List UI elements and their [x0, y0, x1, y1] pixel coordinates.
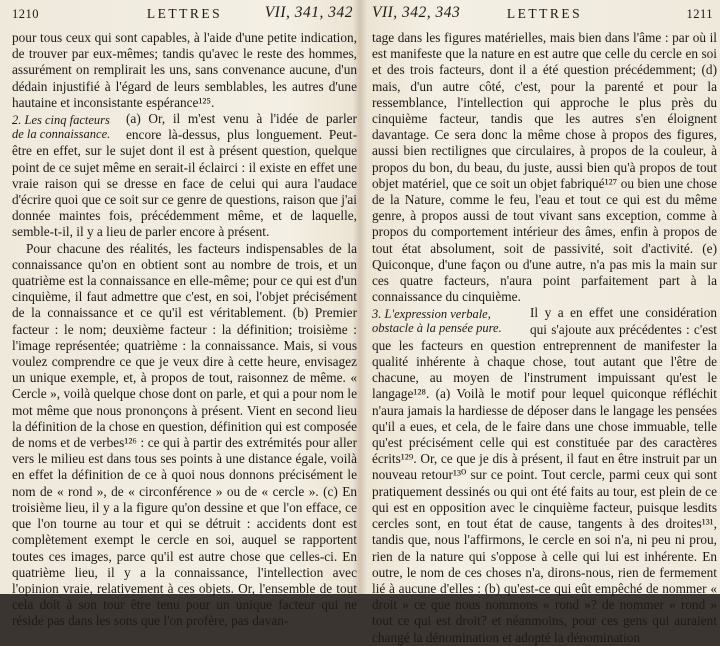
- left-page-number: 1210: [12, 7, 39, 21]
- left-page-body: [12, 30, 357, 630]
- right-section-reference: VII, 342, 343: [372, 4, 461, 21]
- left-paragraph-2: (a) Or, il m'est venu à l'idée de parler encore là-dessus, plus longuement. Peut-être en effet, sur le sujet dont il est à présent question, quelque point de ce sujet même en serait-il éclairci : il existe en effet une vraie raison qui se dresse en face de celui qui aura l'audace d'écrire quoi que ce soit sur ce genre de questions, raison que j'ai donnée maintes fois, précédemment même, et de laquelle, semble-t-il, il y a lieu de parler encore à présent.: [12, 111, 357, 240]
- left-paragraph-3: Pour chacune des réalités, les facteurs indispensables de la connaissance qu'on en obtient sont au nombre de trois, et un quatrième est la connaissance en elle-même; pour ce qui est d'un cinquième, il faut admettre que c'est, en soi, l'objet précisément de la connaissance et ce qu'il est véritablement. (b) Premier facteur : le nom; deuxième facteur : la définition; troisième : l'image représentée; quatrième : la connaissance. Mais, si vous voulez comprendre ce que je veux dire à cette heure, envisagez un unique exemple, et, à propos de tout, raisonnez de même. « Cercle », voilà quelque chose dont on parle, et qui a pour nom le mot même que nous prononçons à présent. Vient en second lieu la définition de la chose en question, définition qui est composée de noms et de verbes¹²⁶ : ce qui à partir des extrémités pour aller vers le milieu est dans tous ses points à une distance égale, voilà en effet la définition de ce à quoi nous donnons précisément le nom de « rond », de « circonférence » ou de « cercle ». (c) En troisième lieu, il y a la figure qu'on dessine et que l'on efface, ce que l'on tourne au tour et qui se détruit : accidents dont est complètement exempt le cercle en soi, auquel se rapportent toutes ces images, parce qu'il est autre chose que celles-ci. En quatrième lieu, il y a la connaissance, l'intellection avec l'opinion vraie, relativement à ces objets. Or, l'ensemble de tout cela doit à son tour être tenu pour un unique facteur qui ne réside pas dans les sons que l'on profère, pas davan-: [12, 240, 357, 629]
- right-page: [372, 0, 717, 645]
- right-paragraph-2: Il y a en effet une considération qui s'ajoute aux précédentes : c'est que les facteurs en question entreprennent de manifester la qualité inhérente à chaque chose, tout autant que l'être de chacune, au moyen de l'instrument impuissant qu'est le langage¹²⁸. (a) Voilà le motif pour lequel quiconque réfléchit n'aura jamais la hardiesse de déposer dans le langage les pensées qu'il a eues, et cela, de le faire dans une chose immuable, telle qu'est précisément celle qui est constituée par des caractères écrits¹²⁹. Or, ce que je dis à présent, il faut en être instruit par un nouveau retour¹³⁰ sur ce point. Tout cercle, parmi ceux qui sont pratiquement dessinés ou qui ont été faits au tour, est plein de ce qui est en opposition avec le cinquième facteur, puisque lesdits cercles sont, en tout état de cause, tangents à des droites¹³¹, tandis que, nous l'affirmons, le cercle en soi n'a, ni peu ni prou, rien de la nature qui s'oppose à celle qui lui est inhérente. En outre, le nom de ces choses n'a, dirons-nous, rien de fermement lié à aucune d'elles : (b) qu'est-ce qui eût empêché de nommer « droit » ce que nous nommons « rond »? de nommer « rond » tout ce qui est droit? et néanmoins, pour ces gens qui auraient changé la dénomination et adopté la dénomination: [372, 305, 717, 645]
- right-paragraph-1: tage dans les figures matérielles, mais bien dans l'âme : par où il est manifeste que la nature en est autre que celle du cercle en soi et des trois facteurs, dont il a été question précédemment; (d) mais, d'un autre côté, c'est, pour la parenté et pour la ressemblance, l'intellection qui approche le plus près du cinquième facteur, tandis que les autres s'en éloignent davantage. Ce sera donc la même chose à propos des figures, aussi bien rectilignes que circulaires, à propos de la couleur, à propos du bon, du beau, du juste, aussi bien qu'à propos de tout objet matériel, que ce soit un objet fabriqué¹²⁷ ou bien une chose de la Nature, comme le feu, l'eau et tout ce qui est du même genre, à propos aussi de tout vivant sans exception, comme à propos du comportement intérieur des âmes, enfin à propos de tout état absolument, soit de passivité, soit d'activité. (e) Quiconque, d'une façon ou d'une autre, n'a pas mis la main sur ces quatre facteurs, n'aura point parfaitement part à la connaissance du cinquième.: [372, 30, 717, 305]
- left-running-title: LETTRES: [146, 6, 223, 21]
- right-page-header: [372, 6, 717, 26]
- left-paragraph-1: pour tous ceux qui sont capables, à l'aide d'une petite indication, de trouver par eux-mêmes; tandis qu'avec le reste des hommes, assurément on remplirait les uns, sans convenance aucune, d'un dédain injustifié à l'égard de leurs semblables, les autres d'une hautaine et inconsistante espérance¹²⁵.: [12, 30, 357, 110]
- left-page-header: [12, 6, 357, 26]
- right-page-number: 1211: [686, 7, 713, 21]
- left-margin-note: 2. Les cinq facteurs de la connaissance.: [12, 113, 111, 142]
- left-page: [12, 0, 357, 629]
- left-section-reference: VII, 341, 342: [264, 4, 353, 21]
- right-page-body: [372, 30, 717, 646]
- right-running-title: LETTRES: [506, 6, 583, 21]
- right-margin-note: 3. L'expression verbale, obstacle à la pensée pure.: [372, 307, 502, 336]
